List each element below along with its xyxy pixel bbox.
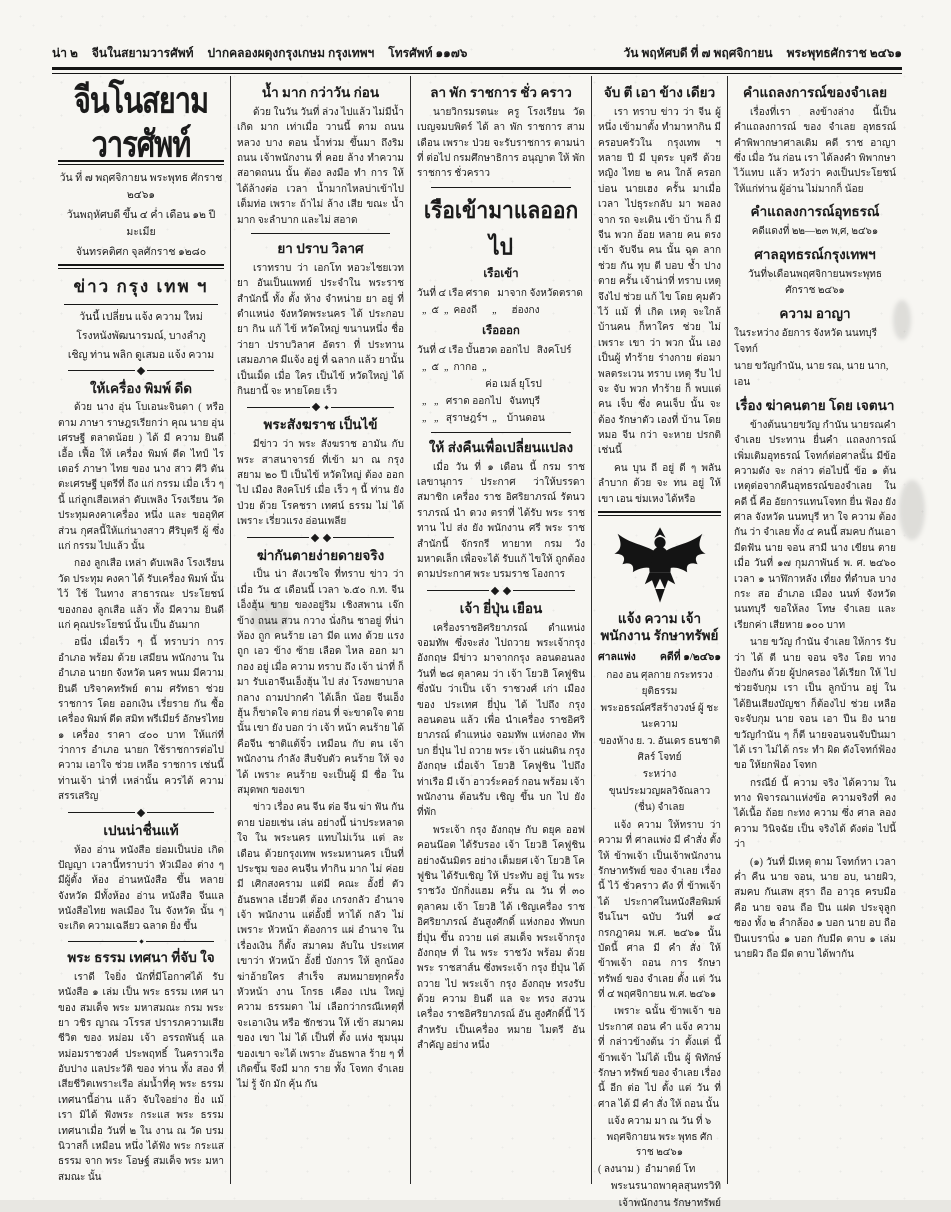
notice-closing-date: แจ้ง ความ มา ณ วัน ที่ ๖ พฤศจิกายน พระ พุทธ ศัก ราช ๒๔๖๑ <box>606 1116 713 1158</box>
headline-patriarch-ill: พระสังฆราช เป็นไข้ <box>263 417 378 433</box>
publisher-address: ปากคลองผดุงกรุงเกษม กรุงเทพฯ <box>207 46 375 60</box>
headline-appeal-statement: คำแถลงการณ์อุทธรณ์ <box>750 204 880 220</box>
telephone-number: โทรศัพท์ ๑๑๗๖ <box>388 46 468 60</box>
case-party-line: ในระหว่าง อัยการ จังหวัด นนทบุรี โจทก์ <box>734 327 880 355</box>
notice-paragraph: เพราะ ฉนั้น ข้าพเจ้า ขอ ประกาศ ถอน คำ แจ้ง ความ ที่ กล่าวข้างต้น ว่า ตั้งแต่ นี้ ข้าพเจ้า ไม่ได้ เป็น ผู้ พิทักษ์ รักษา ทรัพย์ ของ จำเลย เรื่อง นี้ อีก ต่อ ไป ตั้ง แต่ วัน ที่ ศาล ได้ มี คำ สั่ง ให้ ถอน นั้น <box>598 1006 721 1110</box>
ship-arrival-row: วันที่ ๔ เรือ ศราด มาจาก จังหวัดตราด <box>417 287 583 299</box>
article-paragraph: พระเจ้า กรุง อังกฤษ กับ ดยุค ออฟคอนน๊อต ได้รับรอง เจ้า โยวฮิ โคฟูชิน อย่างฉันมิตร อย่าง เต็มยศ เจ้า โยวฮิ โคฟูชิน ได้รับเชิญ ให้ ประทับ อยู่ ใน พระ ราชวัง บักกิ่งแฮม ครั้น ณ วัน ที่ ๓๐ ตุลาคม เจ้า โยวฮิ ได้ เชิญเครื่อง ราชอิศริยาภรณ์ อันสูงศักดิ์ แห่งกอง ทัพบก ยี่ปุ่น ขึ้น ถวาย แด่ สมเด็จ พระเจ้ากรุงอังกฤษ ที่ ใน พระ ราชวัง พร้อม ด้วย พระ ราชสาส์น ซึ่งพระเจ้า กรุง ยี่ปุ่น ได้ ถวาย ไป พระเจ้า กรุง อังกฤษ ทรงรับ ด้วย ความ ยินดี แล จะ ทรง สงวน เครื่อง ราชอิศริยาภรณ์ อัน สูงศักดิ์นี้ ไว้ สำหรับ เป็นเครื่อง หมาย ไมตรี อัน สำคัญ อย่าง หนึ่ง <box>417 824 585 1052</box>
headline-appeal-court: ศาลอุทธรณ์กรุงเทพฯ <box>754 247 876 263</box>
article-paragraph: คน บุน ถี อยู่ ดี ๆ พลัน ลำบาก ด้วย จะ ทน อยู่ ให้ เขา เอน ข่มเหง ได้หรือ <box>598 462 721 505</box>
notice-line: โรงหนังพัฒนารมณ์, บางลำภู <box>76 330 206 342</box>
article-paragraph: ข่าว เรื่อง คน จีน ต่อ จีน ฆ่า ฟัน กัน ตาย บ่อยเช่น เล่น อย่างนี้ น่าประหลาดใจ ใน พระนคร แทบไม่เว้น แต่ ละ เดือน ด้วยกรุงเทพ พระมหานคร เป็นที่ประชุม ของ คนจีน ทำกิน มาก ไม่ ค่อย มี เศิกสงคราม แต่มี คณะ อั้งยี่ ตัวอันธพาล เอี่ยวตี ต้อง เกรงกลัว อำนาจ เจ้า พนักงาน แต่อั้งยี่ หาได้ กลัว ไม่ เพราะ หัวหน้า ต้องการ แผ่ อำนาจ ในเรื่องเงิน ก็ตั้ง สมาคม ลับใน ประเทศ เขาว่า หัวหน้า อั้งยี่ บังการ ให้ ลูกน้อง ฆ่าอ้ายใคร สำเร็จ สมหมายทุกครั้ง หัวหน้า งาน โกรธ เคือง เปน ใหญ่ ความ ธรรมดา ไม่ เลือกว่ากรณีเหตุที่ จะเอาเงิน หรือ ชักชวน ให้ เข้า สมาคม ของ เขา ไม่ ได้ เป็นที่ ตั้ง แห่ง ชุมนุม ของเขา จะได้ เพราะ อันธพาล ร้าย ๆ ที่ เกิดขึ้น จึงมี มาก ราย ทั้ง โจทก จำเลย ไม่ รู้ จัก มัก คุ้น กัน <box>237 802 404 1091</box>
divider-rule <box>251 233 390 234</box>
article-paragraph: อนึ่ง เมื่อเร็ว ๆ นี้ ทราบว่า การอำเภอ พร้อม ด้วย เสมียน พนักงาน ในอำเภอ นายก จังหวัด นคร พนม มีความยินดี บริจาคทรัพย์ ตาม ศรัทธา ช่วย ราชการ โดย ออกเงิน เรี่ยราย กัน ซื้อ เครื่อง พิมพ์ ดีด สมิท พรีเมียร์ อักษรไทย ๑ เครื่อง ราคา ๔๐๐ บาท ให้แก่ที่ ว่าการ อำเภอ นายก ใช้ราชการต่อไป ความ เอาใจ ช่วย เหลือ ราชการ เช่นนี้ ท่านเจ้า น่าที่ เหล่านั้น ควรได้ ความ สรรเสริญ <box>58 637 224 803</box>
headline-return-insignia: ให้ ส่งคืนเพื่อเปลี่ยนแปลง <box>428 439 574 455</box>
column-1 <box>52 76 230 1184</box>
subhead-ships-out: เรือออก <box>482 324 520 337</box>
case-party-line: ขุนประมวญผลวิจัณลาว (ชื่น) จำเลย <box>608 785 713 813</box>
article-paragraph: ด้วย นาง อุ่น โบเอนะจินดา ( หรือตาม ภาษา ราษฎรเรียกว่า คุณ นาย อุ่น เศรษฐี ตลาดน้อย ) ได้ มี ความ ยินดี เอื้อ เฟื้อ ให้ เครื่อง พิมพ์ ดีด ไทป์ ไร เตอร์ ภาษา ไทย ของ นาง สาว ศีวิ ตันตะเศรษฐี บุตรีที่ ถึง แก่ กรรม เมื่อ เร็ว ๆ นี้ แก่ลูกเสือเหล่า ดับเพลิง โรงเรียน วัด ประทุมคงคาเครื่อง หนึ่ง และ ขออุทิศ ส่วน กุศลนี้ให้แก่นางสาว ศีริบุตรี ผู้ ซึ่งแก่ กรรม ไปแล้ว นั้น <box>58 402 224 552</box>
divider-ornament <box>247 404 394 410</box>
article-paragraph: (๑) วันที่ มีเหตุ ตาม โจทก์หา เวลา ค่ำ คืน นาย จอน, นาย อบ, นายผิว, สมคบ กันเสพ สุรา ถือ อาวุธ ครบมือ คือ นาย จอน ถือ ปืน แฝด ประจุลูก ซอง ทั้ง ๒ ลำกล้อง ๑ บอก นาย อบ ถือปืนเบรานิ่ง ๑ บอก กับมีด ตาบ ๑ เล่ม นายผิว ถือ มีด ตาบ ได้พากัน <box>734 856 896 960</box>
divider-ornament <box>427 588 575 594</box>
headline-flood: น้ำ มาก กว่าวัน ก่อน <box>261 85 380 100</box>
signature-title: เจ้าพนักงาน รักษาทรัพย์ <box>618 1198 721 1210</box>
rule <box>598 511 721 516</box>
article-paragraph: มีข่าว ว่า พระ สังฆราช อามัน กับ พระ สาสนาจารย์ ที่เข้า มา ณ กรุงสยาม ๒๐ ปี เป็นไข้ หวัดใหญ่ ต้อง ออกไป เมือง สิงคโปร์ เมื่อ เร็ว ๆ นี้ ท่าน ยัง ป่วย ด้วย โรคชรา เทศน์ ธรรม ไม่ ได้ เพราะ เรี่ยวแรง อ่อนเพลีย <box>237 439 404 528</box>
running-header <box>52 44 902 63</box>
paper-name: จีนในสยามวารศัพท์ <box>91 46 194 60</box>
dateline: วันพฤหัศบดี ขึ้น ๔ ค่ำ เดือน ๑๒ ปีมะเมีย <box>66 209 216 238</box>
issue-weekday-date: วัน พฤหัศบดี ที่ ๗ พฤศจิกายน <box>623 46 773 60</box>
article-paragraph: เราดี ใจยิ่ง นักที่มีโอกาศได้ รับหนังสือ ๑ เล่ม เป็น พระ ธรรม เทศ นา ของ สมเด็จ พระ มหาสมณะ กรม พระ ยา วชิร ญาณ วโรรส ปรารภความเสียชีวิต ของ หม่อม เจ้า อรรถพันธุ์ แลหม่อมราชวงศ์ ประพฤทธิ์ ในคราวเรือ อับปาง แลประวัติ ของ ท่าน ทั้ง สอง ที่เสียชีวิตเพราะเรือ ล่มน้ำที่คุ พระ ธรรม เทศนานี้อ่าน แล้ว จับใจอย่าง ยิ่ง แม้ เรา มิได้ ฟังพระ กระแส พระ ธรรม เทศนาเมื่อ วันที่ ๒ ใน งาน ณ วัด บรมนิวาสก็ เหมือน หนึ่ง ได้ฟัง พระ กระแส ธรรม จาก พระ โอษฐ์ สมเด็จ พระ มหา สมณะ นั้น <box>58 971 224 1183</box>
case-date-line: วันที่๖เดือนพฤศจิกายนพระพุทธศักราช ๒๔๖๑ <box>748 268 882 296</box>
headline-murder: ฆ่ากันตายง่ายดายจริง <box>256 547 385 563</box>
case-party-line: ของห้าง ย. ว. อันเดร ธนชาติศิลร์ โจทย์ <box>598 735 721 763</box>
case-red-number: คดีแดงที่ ๒๒—๒๓ พ,ศ, ๒๔๖๑ <box>751 226 879 238</box>
dateline: จันทรคติศก จุลศักราช ๑๒๘๐ <box>75 246 207 258</box>
ship-departure-row: ค่อ เมล์ ยุโรป <box>460 378 542 390</box>
case-party-line: ระหว่าง <box>642 768 677 780</box>
headline-property-custodian-notice: แจ้ง ความ เจ้าพนักงาน รักษาทรัพย์ <box>600 611 719 643</box>
rule <box>58 264 224 269</box>
article-paragraph: เมื่อ วัน ที่ ๑ เดือน นี้ กรม ราชเลขานุการ ประกาศ ว่าให้บรรดา สมาชิก เครื่อง ราช อิศริยาภรณ์ รัตนวราภรณ์ นำ ดวง ตราที่ ได้รับ พระ ราชทาน ไป ส่ง ยัง พนักงาน ศรี พระ ราชสำนักนี้ จักรกรี ทายาท กรม วัง มหาดเล็ก เพื่อจะได้ รับแก้ ไขให้ ถูกต้อง ตามประกาศ พระ บรมราช โองการ <box>417 461 585 581</box>
article-paragraph: ข้างต้นนายขวัญ กำนัน นายรณคำ จำเลย ประทาน ยื่นคำ แถลงการณ์ เพิ่มเติมอุทธรณ์ โจทก์ต่อศาลนั้น มีข้อ ความดัง จะ กล่าว ต่อไปนี้ ข้อ ๑ ต้นเหตุต่อจากคืนอุทธรณ์ของจำเลย ในคดี นี้ คือ อัยการแทนโจทก ยื่น ฟ้อง ยังศาล จังหวัด นนทบุรี หา ใจ ความ ต้อง กัน ว่า จำเลย ทั้ง ๔ คนนี้ สมคบ กันเอา มีดฟัน นาย จอน สามี นาง เขียน ตาย เมื่อ วันที่ ๑๗ กุมภาพันธ์ พ. ศ. ๒๔๖๐ เวลา ๑ นาฬิกาหลัง เที่ยง ที่ตำบล บาง กระ สอ อำเภอ เมือง นนท์ จังหวัด นนทบุรี ขอให้ลง โทษ จำเลย และ เรียกค่า เสียหาย ๑๐๐ บาท <box>734 419 896 631</box>
divider-ornament <box>247 535 394 541</box>
case-party-line: พระอธรณ์ศรีสร้างวงษ์ ผู้ ชะนะความ <box>600 702 719 730</box>
divider-ornament <box>68 940 214 943</box>
case-party-line: นาย ขวัญกำนัน, นาย รณ, นาย นาก, เอน <box>734 360 891 388</box>
header-rule <box>52 67 902 74</box>
article-paragraph: นายวิกรมรตนะ ครู โรงเรียน วัด เบญจมบพิตร์ ได้ ลา พัก ราชการ สามเดือน เพราะ ป่วย จะรับราชการ ตามน่าที่ ต่อไป กรมศึกษาธิการ อนุญาต ให้ พัก ราชการ ชั่วคราว <box>417 106 585 180</box>
article-paragraph: นาย ขวัญ กำนัน จำเลย ให้การ รับว่า ได้ ตี นาย จอน จริง โดย ทางป้องกัน ด้วย ผู้ปกครอง ได้เรียก ให้ ไปช่วยจับกุม เรา เป็น ลูกบ้าน อยู่ ใน ได้ยินเสียงบัญชา ก็ต้องไป ช่วย เหลือจะจับกุม นาย จอน เอา ปืน ยิง นายขวัญกำนัน ๆ ก็ตี นายจอนจนจับปืนมา ได้ เรา ไม่ได้ กระ ทำ ผิด ดังโจทก์ฟ้อง ขอ ให้ยกฟ้อง โจทก <box>734 637 896 772</box>
article-paragraph: เครื่องราชอิศริยาภรณ์ ตำแหน่ง จอมทัพ ซึ่งจะส่ง ไปถวาย พระเจ้ากรุงอังกฤษ มีข่าว มาจากกรุง ลอนดอนลงวันที่ ๒๘ ตุลาคม ว่า เจ้า โยวฮิ โคฟูชิน ซึ่งนับ ว่าเป็น เจ้า ราชวงศ์ เก่า เมือง ของ ประเทศ ยี่ปุ่น ได้ ไปถึง กรุง ลอนดอน แล้ว เพื่อ นำเครื่อง ราชอิศริยาภรณ์ ตำแหน่ง จอมทัพ แห่งกอง ทัพบก ยี่ปุ่น ไป ถวาย พระ เจ้า แผ่นดิน กรุงอังกฤษ เมื่อเจ้า โยวฮิ โคฟูชิน ไปถึง ท่าเรือ มี เจ้า อาวร์ะคอร์ กอน พร้อม เจ้าพนักงาน ต้อนรับ เชิญ ขึ้น บก ไป ยัง ที่พัก <box>417 622 585 819</box>
signature-name: พระนรนาถพาคุลสุนทรวิทิ <box>610 1181 721 1193</box>
notice-line: เชิญ ท่าน พลิก ดูเสมอ แจ้ง ความ <box>67 349 215 361</box>
article-paragraph: ห้อง อ่าน หนังสือ ย่อมเป็นบ่อ เกิดปัญญา เวลานี้ทราบว่า หัวเมือง ต่าง ๆ มีผู้ตั้ง ห้อง อ่านหนังสือ ขึ้น หลาย จังหวัด มีทั้งห้อง อ่าน หนังสือ จีนแล หนังสือไทย พลเมือง ใน จังหวัด นั้น ๆ จะเกิด ความเฉลียว ฉลาด ยิ่ง ขึ้น <box>58 844 224 933</box>
scan-smudge <box>899 480 925 540</box>
issue-era-year: พระพุทธศักราช ๒๔๖๑ <box>786 46 902 60</box>
headline-defendant-statement: คำแถลงการณ์ของจำเลย <box>742 85 888 100</box>
divider-ornament <box>68 368 214 374</box>
dateline: วัน ที่ ๗ พฤศจิกายน พระพุทธ ศักราช ๒๔๖๑ <box>59 172 223 201</box>
case-party-line: กอง อน ศุลกาย กระทรวงยุติธรรม <box>606 669 713 697</box>
ship-arrival-row: „ ๕ „ คองถี „ ฮ่องกง <box>417 304 540 316</box>
divider-ornament <box>68 810 214 816</box>
case-number: คดีที่ ๑/๒๔๖๑ <box>659 651 721 663</box>
page-number: น่า ๒ <box>52 46 78 60</box>
ship-departure-row: „ „ ศราด ออกไป จันทบุรี <box>417 395 541 407</box>
divider-rule <box>431 187 571 188</box>
article-paragraph: เรา ทราบ ข่าว ว่า จีน ผู้หนึ่ง เข้ามาตั้ง ทำมาหากิน มีครอบครัวใน กรุงเทพ ฯ หลาย ปี มี บุตระ บุตรี ด้วย หญิง ไทย ๒ คน ใกล้ ครอกบ่อน นายเฮง ครั้น มาเมื่อ เวลา ไปธุระกลับ มา พอลงจาก รถ จะเดิน เข้า บ้าน ก็ มี จีน พวก อ้อย หลาย คน ตรง เข้า จับจีน คน นั้น ฉุด ลาก ช่วย กัน ทุบ ตี บอบ ช้ำ ปาง ตาย ครั้น เจ้าน่าที่ ทราบ เหตุ จึงไป ช่วย แก้ ไข โดย คุมตัวไว้ แม้ ที่ เกิด เหตุ จะใกล้ บ้านคน ก็หาใคร ช่วย ไม่ เพราะ เขา ว่า พวก นั้น เอง เป็นผู้ ทำร้าย ร่างกาย ต่อมา พลตระเวน ทราบ เหตุ รีบ ไป จะ จับ พวก ทำร้าย ก็ พบแต่ คน เจ็บ ซึ่ง คนเจ็บ นั้น จะต้อง รักษาตัว เองที่ บ้าน โดย หมอ จีน กว่า จะหาย ปรกติ เช่นนี้ <box>598 106 721 457</box>
article-paragraph: กรณีย์ นี้ ความ จริง ได้ความ ใน ทาง พิจารณาแห่งข้อ ความจริงที่ คงได้เนื้อ ถ้อย กะทง ความ ซึ่ง ศาล ลอง ความ วินิจฉัย เป็น จริงได้ ดังต่อ ไปนี้ ว่า <box>734 777 896 851</box>
court-name: ศาลแพ่ง <box>598 651 636 663</box>
article-paragraph: เป็น น่า สังเวชใจ ที่ทราบ ข่าว ว่า เมื่อ วัน ๕ เดือนนี้ เวลา ๖.๕๐ ก.ท. จีนเอ็งฮุ้น ขาย ของอยู่ริม เชิงสพาน เจ๊ก ข้าง ถนน สวน กวาง นั่งกิน ชาอยู่ ที่น่าห้อง ถูก คนร้าย เอา มีด แทง ด้วย แรง ถูก เอว ข้าง ซ้าย เลือด ไหล ออก มา กอง อยู่ เมื่อ ความ ทราบ ถึง เจ้า น่าที่ ก็ มา รับเอาจีนเอ็งฮุ้น ไป ส่ง โรงพยาบาล กลาง ถามปากคำ ได้เล็ก น้อย จีนเอ็งฮุ้น ก็ขาดใจ ตาย ก่อน ที่ จะขาดใจ ตาย นั้น เขา ยัง บอก ว่า เจ้า หน้า คนร้าย ได้ คือจีน ชาติแต้จิ๋ว เหมือน กับ ตน เจ้าพนักงาน กำลัง สืบจับตัว คนร้าย ให้ จงได้ เพราะ คนร้าย จะเป็นผู้ มี ชื่อ ใน สมุดพก ของเขา <box>237 569 404 796</box>
column-2 <box>230 76 410 1184</box>
column-5 <box>727 76 902 1184</box>
headline-sermon: พระ ธรรม เทศนา ที่จับ ใจ <box>67 949 215 965</box>
ship-departure-row: วันที่ ๔ เรือ บั้นฮวด ออกไป สิงคโปร์ <box>417 344 572 356</box>
article-paragraph: กอง ลูกเสือ เหล่า ดับเพลิง โรงเรียน วัด ประทุม คงคา ได้ รับเครื่อง พิมพ์ นั้น ไว้ ใช้ ในทาง สาธารณะ ประโยชน์ของกอง ลูกเสือ แล้ว ทั้ง มีความ ยินดี แก่ คุณประโยชน์ นั้น เป็น อันมาก <box>58 558 224 631</box>
section-title-bangkok-news: ข่าว กรุง เทพ ฯ <box>73 276 209 296</box>
article-paragraph: เรื่องที่เรา ลงข้างล่าง นี้เป็นคำแถลงการณ์ ของ จำเลย อุทธรณ์ คำพิพากษาศาลเดิม คดี ราช อาญา ซึ่ง เมื่อ วัน ก่อน เรา ได้ลงคำ พิพากษา ไว้แทบ แล้ว หวังว่า คงเป็นประโยชน์ ให้แก่ท่าน ผู้อ่าน ไม่มากก็ น้อย <box>734 106 896 195</box>
masthead-title: จีนโนสยามวารศัพท์ <box>73 81 209 165</box>
headline-criminal-case: ความ อาญา <box>779 305 851 321</box>
headline-one-sided-beating: จับ ตี เอา ข้าง เดียว <box>603 85 716 100</box>
headline-typewriter-gift: ให้เครื่อง พิมพ์ ดีด <box>89 380 193 396</box>
rule <box>64 304 218 305</box>
garuda-emblem-icon <box>612 526 708 604</box>
ship-departure-row: „ ๕ „ กากอ „ <box>417 361 487 373</box>
article-paragraph: เราทราบ ว่า เอกโท หอวะไชยเวทยา อันเป็นแพทย์ ประจำใน พระราชสำนักนี้ ทั้ง ตั้ง ห้าง จำหน่าย ยา อยู่ ที่ ตำเเหน่ง จังหวัดพระนคร ได้ ประกอบ ยา กิน แก้ ไข้ หวัดใหญ่ ขนานหนึ่ง ชื่อว่ายา ปราบวิลาศ อัตรา ที่ ประทาน เสมอภาค มีแจ้ง อยู่ ที่ ฉลาก แล้ว ยานั้น เป็นเม็ด เมื่อ ใคร เป็นไข้ หวัดใหญ่ ได้กินยานี้ จะ หายโดย เร็ว <box>237 262 404 397</box>
ship-departure-row: „ „ สุราษฎร์ฯ „ บ้านดอน <box>417 412 545 424</box>
headline-delightful: เปนน่าชื่นแท้ <box>103 822 179 838</box>
column-3 <box>410 76 591 1184</box>
notice-line: วันนี้ เปลี่ยน แจ้ง ความ ใหม่ <box>79 311 203 323</box>
column-4 <box>591 76 727 1210</box>
signature-line: ( ลงนาม ) อำมาตย์ โท <box>598 1164 696 1176</box>
column-grid <box>52 76 902 1210</box>
subhead-ships-in: เรือเข้า <box>483 267 519 280</box>
divider-rule <box>431 432 571 433</box>
headline-shipping: เรือเข้ามาแลออกไป <box>423 196 579 260</box>
headline-medicine: ยา ปราบ วิลาศ <box>277 241 364 256</box>
notice-paragraph: แจ้ง ความ ให้ทราบ ว่า ความ ที่ ศาลแพ่ง มี คำสั่ง ตั้งให้ ข้าพเจ้า เป็นเจ้าพนักงานรักษาทรัพย์ ของ จำเลย เรื่อง นี้ ไว้ ชั่วคราว ดัง ที่ ข้าพเจ้าได้ ประกาศในหนังสือพิมพ์ จีนโนฯ ฉบับ วันที่ ๑๔ กรกฎาคม พ.ศ. ๒๔๖๑ นั้น บัดนี้ ศาล มี คำ สั่ง ให้ ข้าพเจ้า ถอน การ รักษา ทรัพย์ ของ จำเลย ตั้ง แต่ วันที่ ๔ พฤศจิกายน พ.ศ. ๒๔๖๑ <box>598 819 721 1001</box>
headline-japanese-prince: เจ้า ยี่ปุ่น เยือน <box>459 600 543 616</box>
headline-leave-of-absence: ลา พัก ราชการ ชั่ว คราว <box>430 85 572 100</box>
article-paragraph: ด้วย ในวัน วันที่ ล่วง ไปแล้ว ไม่มีน้ำเกิด มาก เท่าเมื่อ วานนี้ ตาม ถนน หลวง บาง ตอน น้ำท่วม ขึ้นมา ถึงริม ถนน เจ้าพนักงาน ที่ คอย ล้าง ทำความสอาดถนน นั้น ต้อง ลงมือ ทำ การ ให้ ได้ล้างต่อ เวลา น้ำมากไหลบ่าเข้าไปเต็มท่อ เพราะ ถ้าไม่ ล้าง เสีย ขณะ น้ำมาก จะลำบาก และไม่ สอาด <box>237 106 404 226</box>
headline-intentional-murder-case: เรื่อง ฆ่าคนตาย โดย เจตนา <box>735 397 895 413</box>
